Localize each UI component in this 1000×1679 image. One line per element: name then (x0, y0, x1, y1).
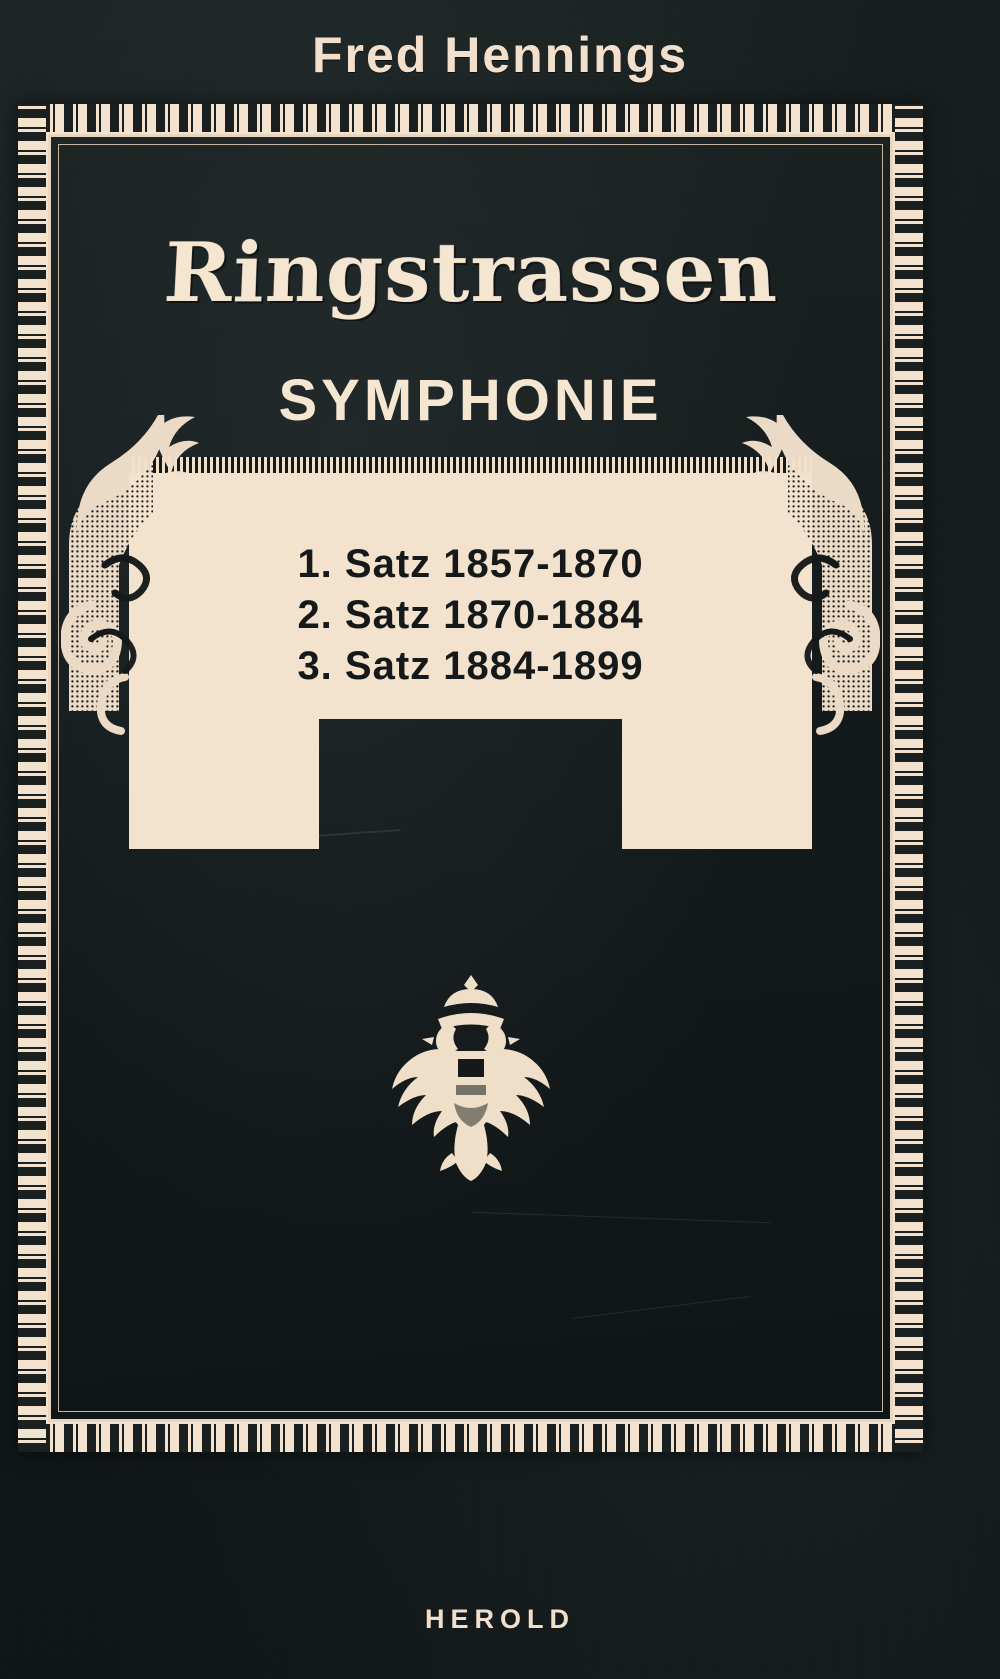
publisher-name: HEROLD (425, 1604, 575, 1634)
wear-mark (572, 1296, 751, 1319)
book-title-text: Ringstrassen (161, 225, 780, 322)
cover-inner-panel (48, 134, 893, 1422)
ornament-band-top (18, 104, 923, 132)
book-subtitle: SYMPHONIE (278, 368, 663, 433)
list-item: 2. Satz 1870-1884 (297, 593, 644, 638)
movements-list (51, 539, 890, 693)
wear-mark (471, 1212, 771, 1223)
cover-frame (18, 104, 923, 1452)
double-eagle-crest-icon (366, 967, 576, 1182)
list-item: 3. Satz 1884-1899 (297, 644, 644, 689)
author-name: Fred Hennings (311, 27, 689, 83)
ornament-band-right (895, 104, 923, 1452)
ornament-band-left (18, 104, 46, 1452)
ornament-band-bottom (18, 1424, 923, 1452)
book-title (47, 226, 893, 321)
list-item: 1. Satz 1857-1870 (297, 542, 644, 586)
